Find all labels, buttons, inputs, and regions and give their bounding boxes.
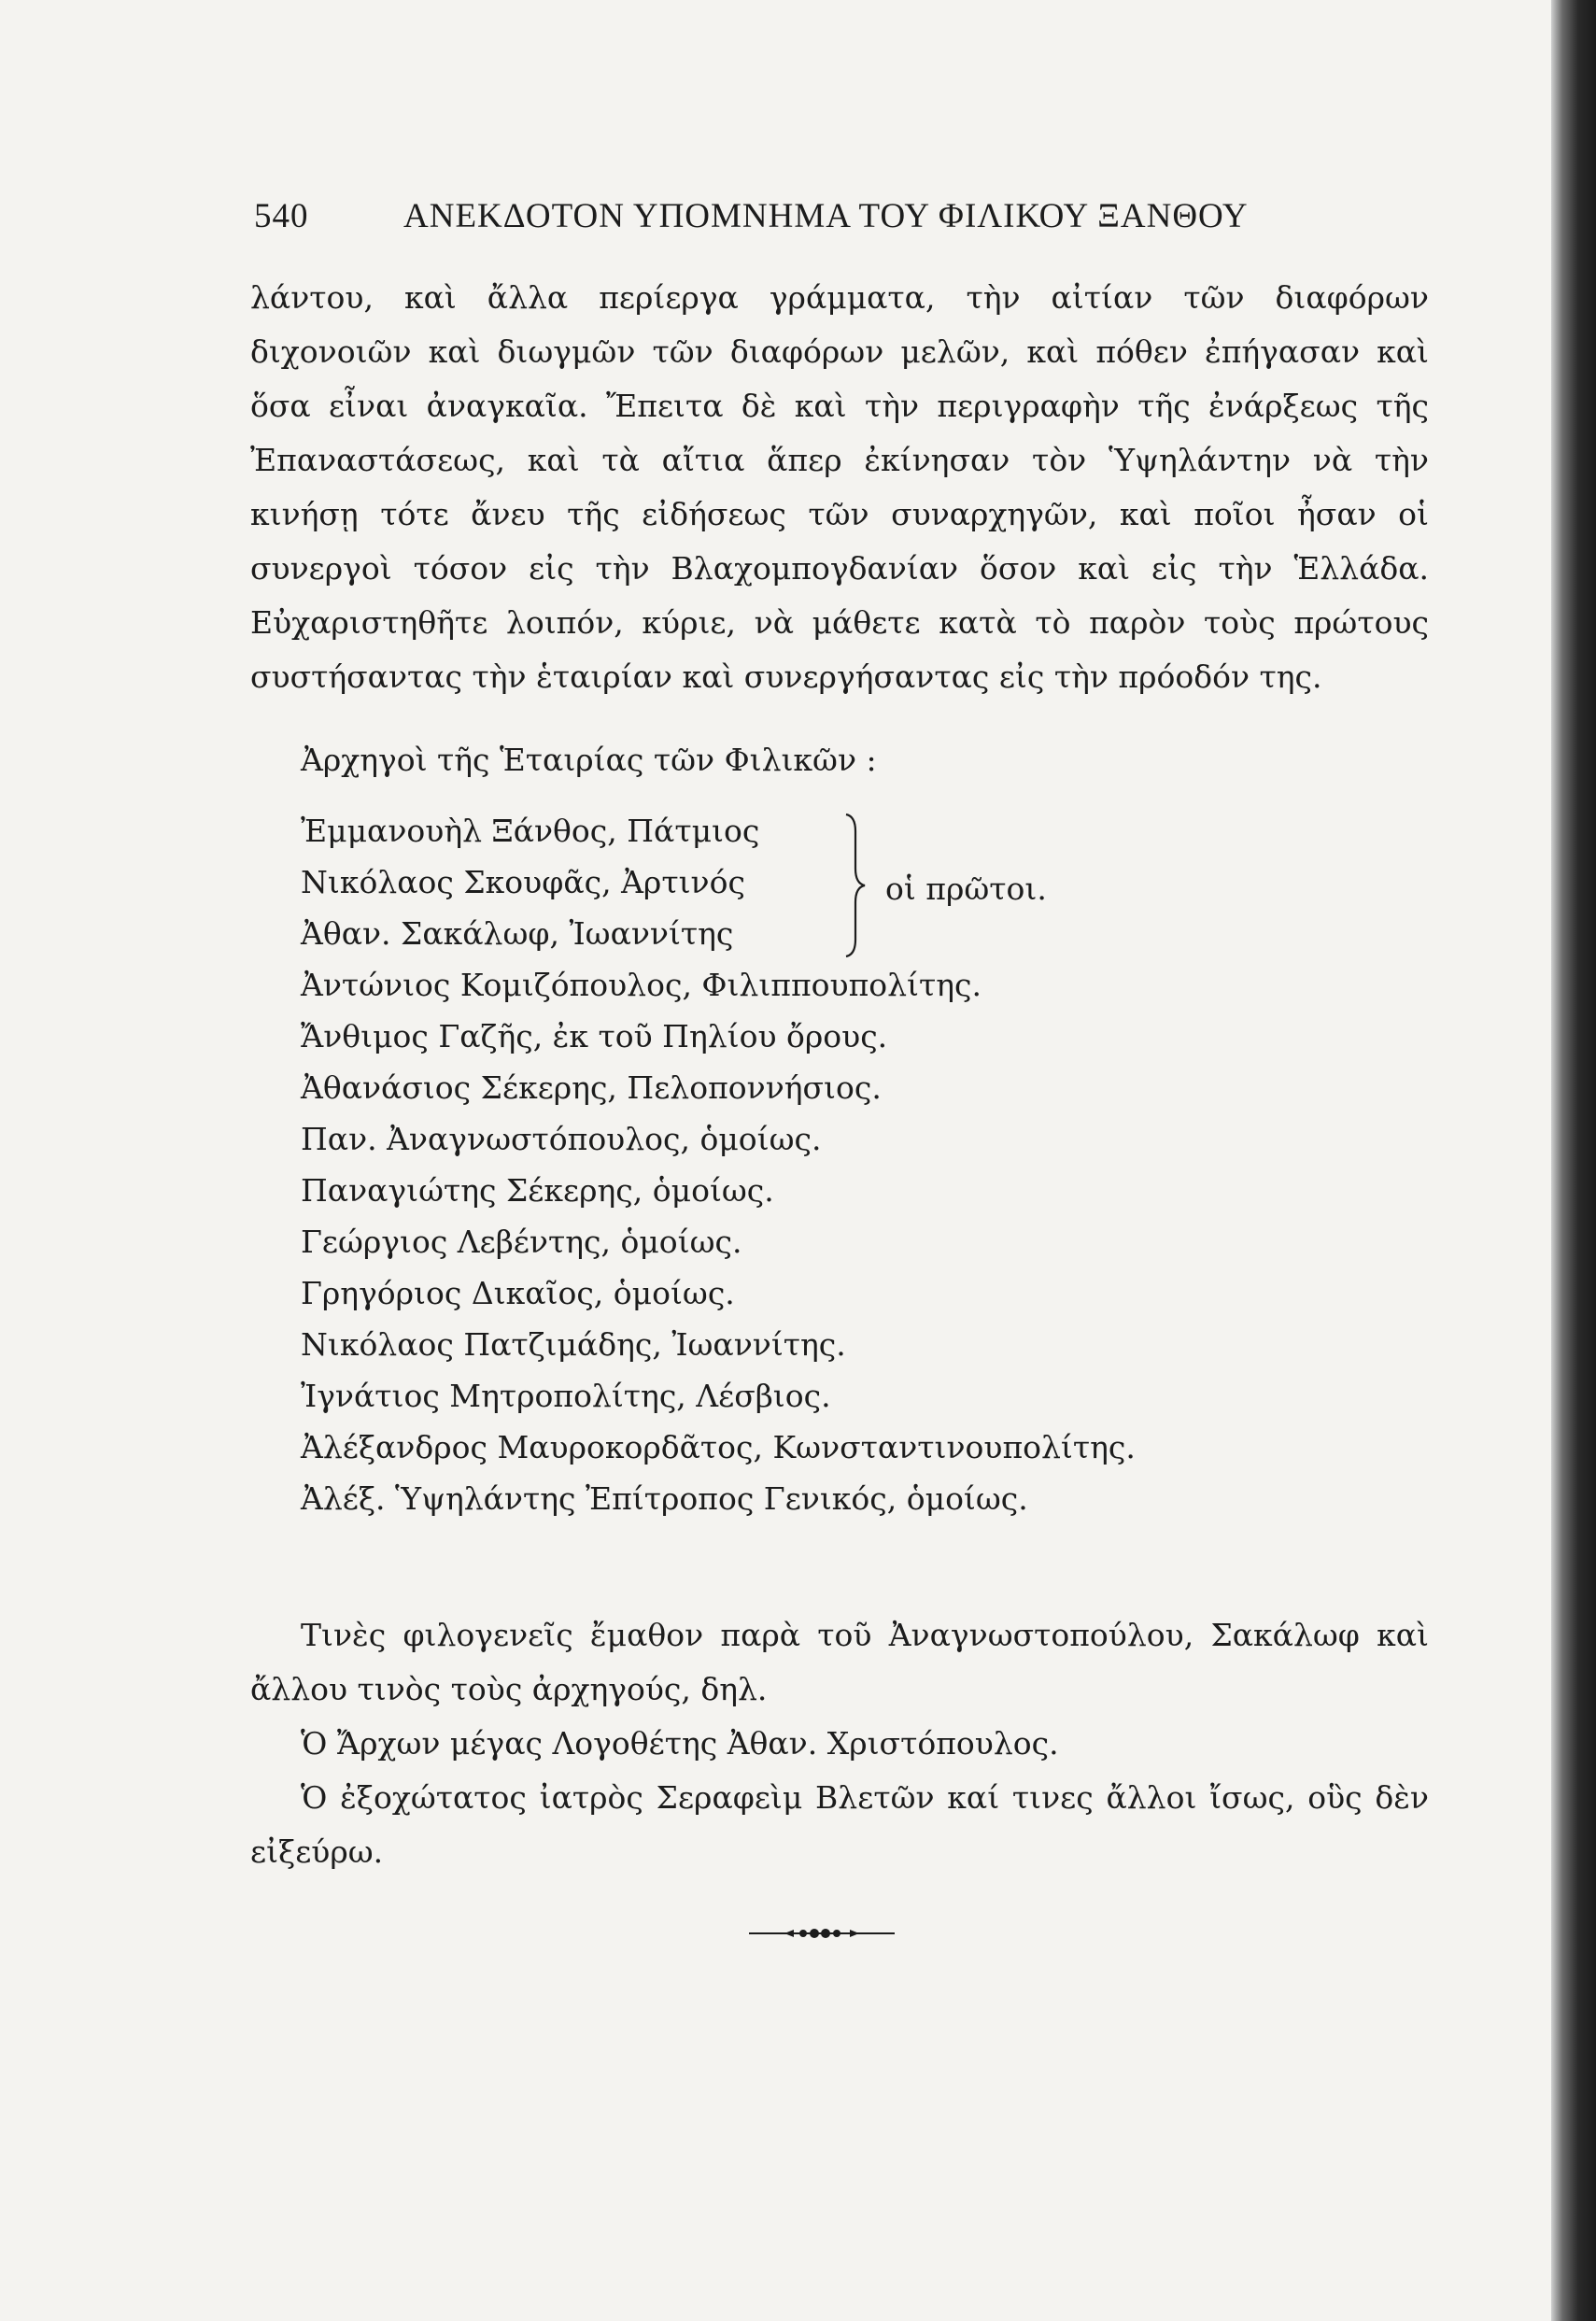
leader-item: Ἀθανάσιος Σέκερης, Πελοποννήσιος. (301, 1069, 882, 1106)
page-header (254, 196, 1309, 252)
leader-item: Ἀντώνιος Κομιζόπουλος, Φιλιππουπολίτης. (301, 967, 982, 1003)
leader-item: Παν. Ἀναγνωστόπουλος, ὁμοίως. (301, 1121, 822, 1157)
leader-item: Νικόλαος Πατζιμάδης, Ἰωαννίτης. (301, 1326, 846, 1363)
paragraph-1: λάντου, καὶ ἄλλα περίεργα γράμματα, τὴν αἰτίαν τῶν διαφόρων διχονοιῶν καὶ διωγμῶν τῶν διαφόρων μελῶν, καὶ πόθεν ἐπήγασαν καὶ ὅσα εἶναι ἀναγκαῖα. Ἔπειτα δὲ καὶ τὴν περιγραφὴν τῆς ἐνάρξεως τῆς Ἐπαναστάσεως, καὶ τὰ αἴτια ἅπερ ἐκίνησαν τὸν Ὑψηλάντην νὰ τὴν κινήσῃ τότε ἄνευ τῆς εἰδήσεως τῶν συναρχηγῶν, καὶ ποῖοι ἦσαν οἱ συνεργοὶ τόσον εἰς τὴν Βλαχομπογδανίαν ὅσον καὶ εἰς τὴν Ἑλλάδα. Εὐχαριστηθῆτε λοιπόν, κύριε, νὰ μάθετε κατὰ τὸ παρὸν τοὺς πρώτους συστήσαντας τὴν ἑταιρίαν καὶ συνεργήσαντας εἰς τὴν πρόοδόν της. (250, 279, 1429, 695)
end-ornament-icon (747, 1926, 897, 1941)
leaders-list (301, 959, 1136, 1524)
running-title: ΑΝΕΚΔΟΤΟΝ ΥΠΟΜΝΗΜΑ ΤΟΥ ΦΙΛΙΚΟΥ ΞΑΝΘΟΥ (403, 197, 1249, 235)
founder-item: Νικόλαος Σκουφᾶς, Ἀρτινός (301, 864, 745, 900)
leader-item: Ἀλέξ. Ὑψηλάντης Ἐπίτροπος Γενικός, ὁμοίως. (301, 1480, 1028, 1517)
leader-item: Γρηγόριος Δικαῖος, ὁμοίως. (301, 1275, 735, 1311)
leader-item: Γεώργιος Λεβέντης, ὁμοίως. (301, 1224, 742, 1260)
leader-item: Ἰγνάτιος Μητροπολίτης, Λέσβιος. (301, 1378, 831, 1414)
leader-item: Παναγιώτης Σέκερης, ὁμοίως. (301, 1172, 774, 1209)
paragraph-3: Ὁ ἐξοχώτατος ἰατρὸς Σεραφεὶμ Βλετῶν καί τινες ἄλλοι ἴσως, οὓς δὲν εἰξεύρω. (250, 1779, 1429, 1870)
founders-list (301, 805, 759, 959)
list-heading: Ἀρχηγοὶ τῆς Ἑταιρίας τῶν Φιλικῶν : (301, 742, 877, 778)
book-binding-edge (1551, 0, 1596, 2321)
page-number: 540 (254, 197, 309, 235)
founder-item: Ἀθαν. Σακάλωφ, Ἰωαννίτης (301, 915, 734, 952)
leader-item: Ἄνθιμος Γαζῆς, ἐκ τοῦ Πηλίου ὄρους. (301, 1018, 888, 1054)
curly-brace-icon (840, 811, 869, 960)
archon-line: Ὁ Ἄρχων μέγας Λογοθέτης Ἀθαν. Χριστόπουλος. (301, 1725, 1059, 1762)
paragraph-2: Τινὲς φιλογενεῖς ἔμαθον παρὰ τοῦ Ἀναγνωστοπούλου, Σακάλωφ καὶ ἄλλου τινὸς τοὺς ἀρχηγούς, δηλ. (250, 1617, 1429, 1707)
founder-item: Ἐμμανουὴλ Ξάνθος, Πάτμιος (301, 813, 760, 849)
leader-item: Ἀλέξανδρος Μαυροκορδᾶτος, Κωνσταντινουπολίτης. (301, 1429, 1136, 1465)
founders-label: οἱ πρῶτοι. (885, 870, 1047, 907)
